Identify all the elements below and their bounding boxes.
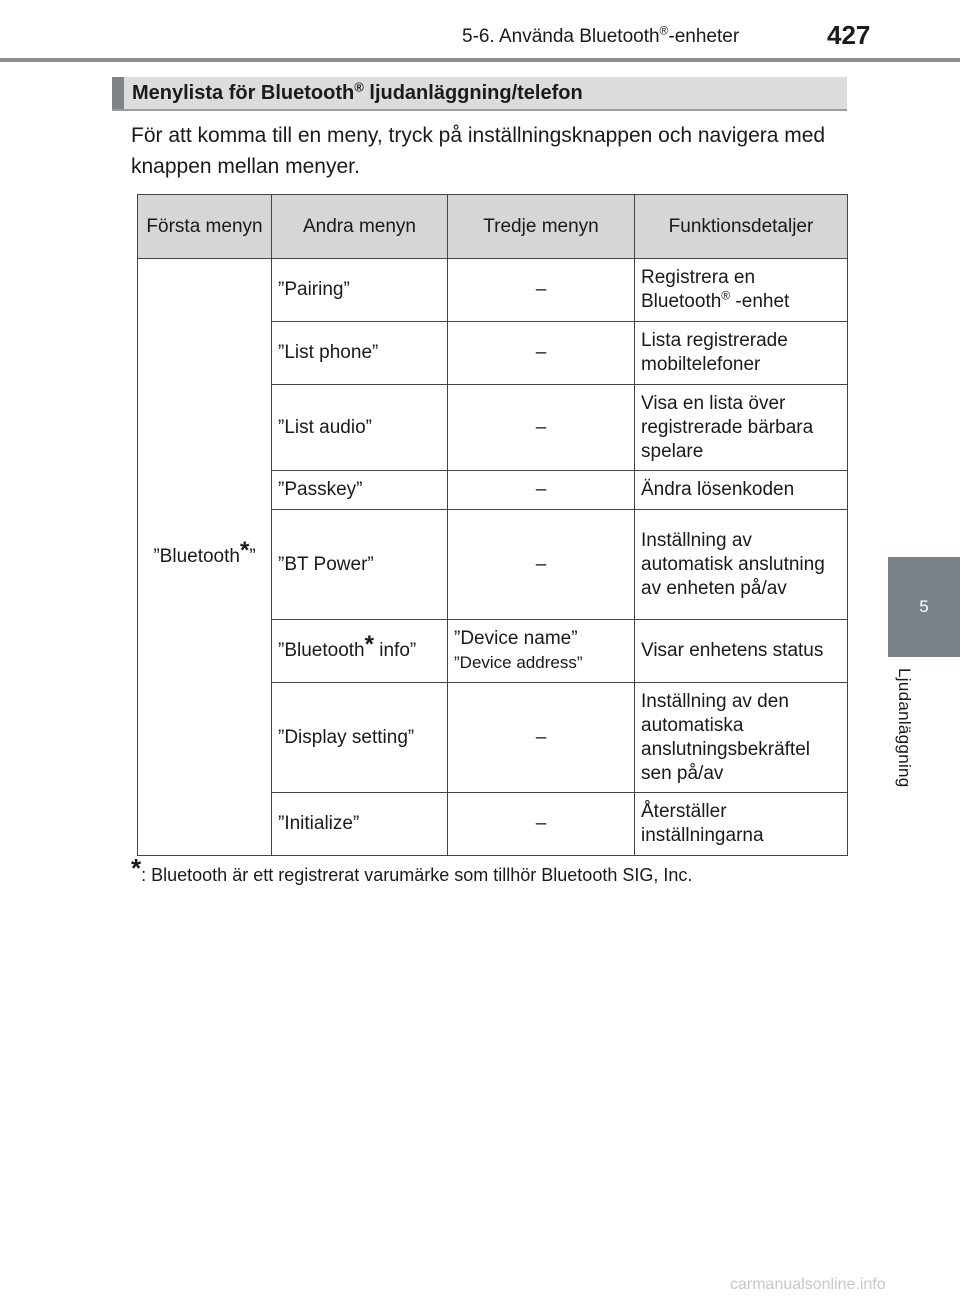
second-menu-cell (272, 620, 448, 683)
second-menu-cell: ”Display setting” (272, 683, 448, 793)
registered-mark: ® (721, 288, 731, 303)
registered-mark: ® (354, 79, 364, 95)
detail-cell: Inställning av den automatiska anslutningsbekräftel sen på/av (635, 683, 848, 793)
header-third-menu: Tredje menyn (448, 195, 635, 259)
detail-text: Registrera en Bluetooth (641, 267, 756, 312)
second-menu-cell: ”Initialize” (272, 793, 448, 856)
chapter-number: 5 (919, 597, 929, 616)
section-heading (112, 77, 847, 111)
header-function-details: Funktionsdetaljer (635, 195, 848, 259)
detail-cell: Visa en lista över registrerade bärbara spelare (635, 385, 848, 471)
detail-text-suffix: -enhet (730, 291, 790, 312)
second-menu-cell: ”Pairing” (272, 259, 448, 322)
second-menu-cell: ”List audio” (272, 385, 448, 471)
first-menu-text: ”Bluetooth (153, 546, 240, 567)
header-divider (0, 58, 960, 62)
detail-cell: Ändra lösenkoden (635, 471, 848, 510)
second-menu-text-suffix: info” (373, 640, 417, 661)
third-menu-cell: – (448, 322, 635, 385)
menu-table (137, 194, 848, 856)
chapter-label: Ljudanläggning (895, 668, 914, 788)
third-menu-cell (448, 620, 635, 683)
table-row (138, 259, 848, 322)
footnote (131, 853, 693, 886)
header-first-menu: Första menyn (138, 195, 272, 259)
heading-text-pre: Menylista för Bluetooth (132, 82, 355, 104)
footnote-text: : Bluetooth är ett registrerat varumärke som tillhör Bluetooth SIG, Inc. (141, 865, 693, 885)
table-header-row (138, 195, 848, 259)
third-menu-item: ”Device address” (454, 653, 583, 672)
detail-cell: Visar enhetens status (635, 620, 848, 683)
chapter-tab (888, 557, 960, 657)
registered-mark: ® (659, 23, 669, 38)
first-menu-quote: ” (249, 546, 256, 567)
third-menu-item: ”Device name” (454, 628, 578, 649)
heading-text-post: ljudanläggning/telefon (363, 82, 583, 104)
detail-cell: Inställning av automatisk anslutning av enheten på/av (635, 510, 848, 620)
first-menu-cell (138, 259, 272, 856)
third-menu-cell: – (448, 793, 635, 856)
third-menu-cell: – (448, 471, 635, 510)
third-menu-cell: – (448, 510, 635, 620)
third-menu-cell: – (448, 683, 635, 793)
header-title-text: 5-6. Använda Bluetooth (462, 26, 660, 47)
section-heading-text (132, 79, 583, 105)
third-menu-cell: – (448, 385, 635, 471)
detail-cell (635, 259, 848, 322)
intro-paragraph: För att komma till en meny, tryck på inställningsknappen och navigera med knappen mellan menyer. (131, 124, 826, 178)
page-number: 427 (827, 20, 871, 50)
asterisk-mark: * (239, 537, 250, 564)
heading-accent-bar (112, 77, 124, 109)
watermark: carmanualsonline.info (730, 1276, 886, 1293)
detail-cell: Lista registrerade mobiltelefoner (635, 322, 848, 385)
second-menu-cell: ”Passkey” (272, 471, 448, 510)
asterisk-mark: * (364, 631, 374, 658)
second-menu-cell: ”BT Power” (272, 510, 448, 620)
second-menu-text: ”Bluetooth (278, 640, 365, 661)
header-title-suffix: -enheter (668, 26, 740, 47)
running-header (462, 23, 740, 48)
header-second-menu: Andra menyn (272, 195, 448, 259)
asterisk-mark: * (131, 853, 142, 883)
third-menu-cell: – (448, 259, 635, 322)
detail-cell: Återställer inställningarna (635, 793, 848, 856)
second-menu-cell: ”List phone” (272, 322, 448, 385)
